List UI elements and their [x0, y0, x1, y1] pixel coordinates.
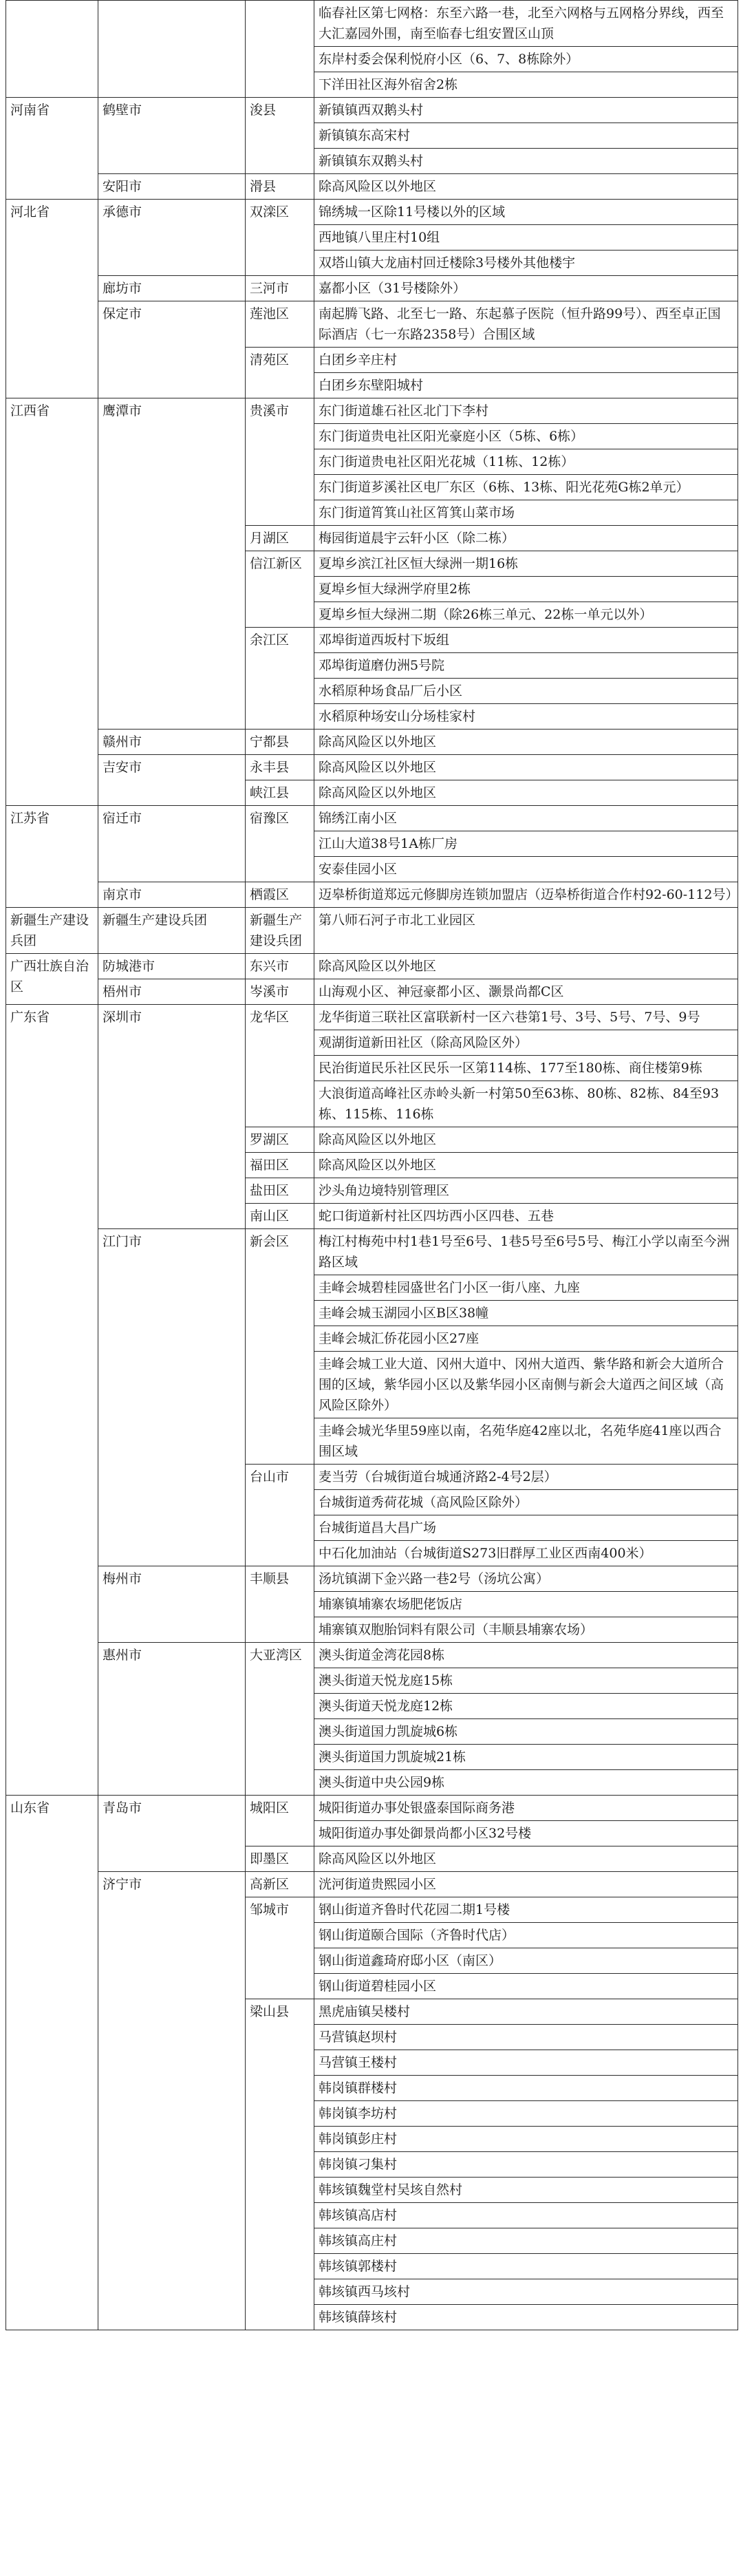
district-cell: 月湖区 [246, 526, 314, 551]
district-cell: 清苑区 [246, 348, 314, 398]
district-cell: 宁都县 [246, 730, 314, 755]
district-cell: 贵溪市 [246, 398, 314, 526]
district-cell: 罗湖区 [246, 1127, 314, 1153]
district-cell: 宿豫区 [246, 806, 314, 882]
area-cell: 东门街道芗溪社区电厂东区（6栋、13栋、阳光花苑G栋2单元） [314, 475, 738, 500]
area-cell: 第八师石河子市北工业园区 [314, 908, 738, 954]
table-row [6, 276, 738, 301]
city-cell: 防城港市 [98, 954, 246, 979]
city-cell: 梅州市 [98, 1566, 246, 1643]
district-cell: 永丰县 [246, 755, 314, 780]
area-cell: 安泰佳园小区 [314, 857, 738, 882]
table-row [6, 1872, 738, 1897]
area-cell: 东门街道贵电社区阳光豪庭小区（5栋、6栋） [314, 424, 738, 449]
city-cell: 廊坊市 [98, 276, 246, 301]
district-cell: 丰顺县 [246, 1566, 314, 1643]
area-cell: 马营镇赵坝村 [314, 2025, 738, 2050]
area-cell: 山海观小区、神冠豪都小区、灏景尚都C区 [314, 979, 738, 1005]
area-cell: 圭峰会城碧桂园盛世名门小区一街八座、九座 [314, 1275, 738, 1301]
district-cell: 滑县 [246, 174, 314, 200]
area-cell: 大浪街道高峰社区赤岭头新一村第50至63栋、80栋、82栋、84至93栋、115栋、116栋 [314, 1081, 738, 1127]
area-cell: 圭峰会城玉湖园小区B区38幢 [314, 1301, 738, 1326]
district-cell: 大亚湾区 [246, 1643, 314, 1796]
table-row [6, 806, 738, 831]
area-cell: 东门街道雄石社区北门下李村 [314, 398, 738, 424]
district-cell: 莲池区 [246, 301, 314, 348]
area-cell: 沙头角边境特别管理区 [314, 1178, 738, 1204]
area-cell: 城阳街道办事处银盛泰国际商务港 [314, 1796, 738, 1821]
area-cell: 水稻原种场食品厂后小区 [314, 679, 738, 704]
table-row [6, 200, 738, 225]
table-row [6, 1643, 738, 1668]
area-cell: 圭峰会城光华里59座以南，名苑华庭42座以北，名苑华庭41座以西合围区域 [314, 1418, 738, 1465]
province-cell: 广东省 [6, 1005, 98, 1796]
area-cell: 西地镇八里庄村10组 [314, 225, 738, 251]
area-cell: 白团乡东壁阳城村 [314, 373, 738, 398]
district-cell: 福田区 [246, 1153, 314, 1178]
area-cell: 韩垓镇高店村 [314, 2203, 738, 2228]
table-row [6, 301, 738, 348]
district-cell: 城阳区 [246, 1796, 314, 1846]
area-cell: 除高风险区以外地区 [314, 174, 738, 200]
table-row [6, 954, 738, 979]
city-cell [98, 1, 246, 98]
area-cell: 澳头街道金湾花园8栋 [314, 1643, 738, 1668]
district-cell: 岑溪市 [246, 979, 314, 1005]
city-cell: 保定市 [98, 301, 246, 398]
area-cell: 夏埠乡恒大绿洲学府里2栋 [314, 577, 738, 602]
area-cell: 韩岗镇李坊村 [314, 2101, 738, 2127]
table-row [6, 979, 738, 1005]
province-cell: 江西省 [6, 398, 98, 806]
area-cell: 钢山街道碧桂园小区 [314, 1974, 738, 1999]
area-cell: 除高风险区以外地区 [314, 780, 738, 806]
district-cell: 新会区 [246, 1229, 314, 1465]
area-cell: 水稻原种场安山分场桂家村 [314, 704, 738, 730]
area-cell: 邓埠街道磨仂洲5号院 [314, 653, 738, 679]
area-cell: 民治街道民乐社区民乐一区第114栋、177至180栋、商住楼第9栋 [314, 1056, 738, 1081]
district-cell: 南山区 [246, 1204, 314, 1229]
district-cell: 邹城市 [246, 1897, 314, 1999]
area-cell: 夏埠乡恒大绿洲二期（除26栋三单元、22栋一单元以外） [314, 602, 738, 628]
area-cell: 新镇镇东双鹅头村 [314, 149, 738, 174]
area-cell: 城阳街道办事处御景尚都小区32号楼 [314, 1821, 738, 1846]
province-cell [6, 1, 98, 98]
area-cell: 圭峰会城汇侨花园小区27座 [314, 1326, 738, 1352]
area-cell: 蛇口街道新村社区四坊西小区四巷、五巷 [314, 1204, 738, 1229]
area-cell: 马营镇王楼村 [314, 2050, 738, 2076]
area-cell: 韩岗镇群楼村 [314, 2076, 738, 2101]
area-cell: 白团乡辛庄村 [314, 348, 738, 373]
area-cell: 澳头街道国力凯旋城21栋 [314, 1745, 738, 1770]
area-cell: 埔寨镇双胞胎饲料有限公司（丰顺县埔寨农场） [314, 1617, 738, 1643]
area-cell: 邓埠街道西坂村下坂组 [314, 628, 738, 653]
area-cell: 观湖街道新田社区（除高风险区外） [314, 1030, 738, 1056]
area-cell: 韩垓镇薛垓村 [314, 2305, 738, 2330]
area-cell: 韩垓镇高庄村 [314, 2228, 738, 2254]
district-cell: 东兴市 [246, 954, 314, 979]
area-cell: 钢山街道颐合国际（齐鲁时代店） [314, 1923, 738, 1948]
city-cell: 吉安市 [98, 755, 246, 806]
area-cell: 新镇镇西双鹅头村 [314, 98, 738, 123]
district-cell: 浚县 [246, 98, 314, 174]
district-cell: 双滦区 [246, 200, 314, 276]
area-cell: 澳头街道国力凯旋城6栋 [314, 1719, 738, 1745]
area-cell: 下洋田社区海外宿舍2栋 [314, 72, 738, 98]
area-cell: 双塔山镇大龙庙村回迁楼除3号楼外其他楼宇 [314, 251, 738, 276]
area-cell: 台城街道秀荷花城（高风险区除外） [314, 1490, 738, 1515]
area-cell: 新镇镇东高宋村 [314, 123, 738, 149]
table-row [6, 174, 738, 200]
table-row [6, 1796, 738, 1821]
area-cell: 除高风险区以外地区 [314, 1127, 738, 1153]
area-cell: 南起腾飞路、北至七一路、东起慕子医院（恒升路99号）、西至卓正国际酒店（七一东路2358号）合围区域 [314, 301, 738, 348]
city-cell: 济宁市 [98, 1872, 246, 2330]
area-cell: 锦绣江南小区 [314, 806, 738, 831]
area-cell: 东门街道筲箕山社区筲箕山菜市场 [314, 500, 738, 526]
city-cell: 新疆生产建设兵团 [98, 908, 246, 954]
area-cell: 东门街道贵电社区阳光花城（11栋、12栋） [314, 449, 738, 475]
table-row [6, 398, 738, 424]
area-cell: 迈皋桥街道郑远元修脚房连锁加盟店（迈皋桥街道合作村92-60-112号） [314, 882, 738, 908]
area-cell: 韩岗镇刁集村 [314, 2152, 738, 2178]
area-cell: 钢山街道齐鲁时代花园二期1号楼 [314, 1897, 738, 1923]
district-cell: 三河市 [246, 276, 314, 301]
district-cell: 台山市 [246, 1465, 314, 1566]
table-row [6, 1229, 738, 1275]
city-cell: 安阳市 [98, 174, 246, 200]
area-cell: 澳头街道天悦龙庭15栋 [314, 1668, 738, 1694]
table-row [6, 882, 738, 908]
district-cell: 龙华区 [246, 1005, 314, 1127]
province-cell: 河北省 [6, 200, 98, 398]
area-cell: 夏埠乡滨江社区恒大绿洲一期16栋 [314, 551, 738, 577]
city-cell: 赣州市 [98, 730, 246, 755]
area-cell: 埔寨镇埔寨农场肥佬饭店 [314, 1592, 738, 1617]
area-cell: 汤坑镇湖下金兴路一巷2号（汤坑公寓） [314, 1566, 738, 1592]
district-cell: 高新区 [246, 1872, 314, 1897]
district-cell: 盐田区 [246, 1178, 314, 1204]
area-cell: 麦当劳（台城街道台城通济路2-4号2层） [314, 1465, 738, 1490]
province-cell: 广西壮族自治区 [6, 954, 98, 1005]
area-cell: 除高风险区以外地区 [314, 755, 738, 780]
area-cell: 台城街道昌大昌广场 [314, 1515, 738, 1541]
province-cell: 新疆生产建设兵团 [6, 908, 98, 954]
table-row [6, 730, 738, 755]
province-cell: 河南省 [6, 98, 98, 200]
district-cell: 余江区 [246, 628, 314, 730]
area-cell: 圭峰会城工业大道、冈州大道中、冈州大道西、紫华路和新会大道所合围的区域，紫华园小区以及紫华园小区南侧与新会大道西之间区域（高风险区除外） [314, 1352, 738, 1418]
area-cell: 韩垓镇郭楼村 [314, 2254, 738, 2279]
table-row [6, 1005, 738, 1030]
table-row [6, 1, 738, 47]
area-cell: 中石化加油站（台城街道S273旧群厚工业区西南400米） [314, 1541, 738, 1566]
city-cell: 南京市 [98, 882, 246, 908]
city-cell: 宿迁市 [98, 806, 246, 882]
risk-area-table-body [6, 1, 738, 2330]
area-cell: 澳头街道天悦龙庭12栋 [314, 1694, 738, 1719]
city-cell: 梧州市 [98, 979, 246, 1005]
area-cell: 除高风险区以外地区 [314, 730, 738, 755]
area-cell: 江山大道38号1A栋厂房 [314, 831, 738, 857]
area-cell: 梅江村梅苑中村1巷1号至6号、1巷5号至6号5号、梅江小学以南至今洲路区域 [314, 1229, 738, 1275]
city-cell: 江门市 [98, 1229, 246, 1566]
area-cell: 韩垓镇西马垓村 [314, 2279, 738, 2305]
area-cell: 除高风险区以外地区 [314, 1846, 738, 1872]
city-cell: 惠州市 [98, 1643, 246, 1796]
city-cell: 青岛市 [98, 1796, 246, 1872]
district-cell: 信江新区 [246, 551, 314, 628]
area-cell: 嘉都小区（31号楼除外） [314, 276, 738, 301]
area-cell: 梅园街道晨宇云轩小区（除二栋） [314, 526, 738, 551]
area-cell: 除高风险区以外地区 [314, 954, 738, 979]
district-cell: 峡江县 [246, 780, 314, 806]
district-cell: 栖霞区 [246, 882, 314, 908]
district-cell: 即墨区 [246, 1846, 314, 1872]
area-cell: 锦绣城一区除11号楼以外的区域 [314, 200, 738, 225]
area-cell: 洸河街道贵熙园小区 [314, 1872, 738, 1897]
city-cell: 鹤壁市 [98, 98, 246, 174]
area-cell: 韩垓镇魏堂村吴垓自然村 [314, 2178, 738, 2203]
area-cell: 黑虎庙镇吴楼村 [314, 1999, 738, 2025]
area-cell: 澳头街道中央公园9栋 [314, 1770, 738, 1796]
table-row [6, 908, 738, 954]
area-cell: 韩岗镇彭庄村 [314, 2127, 738, 2152]
risk-area-table [6, 0, 738, 2330]
table-row [6, 1566, 738, 1592]
area-cell: 临春社区第七网格：东至六路一巷，北至六网格与五网格分界线，西至大汇嘉园外围，南至临春七组安置区山顶 [314, 1, 738, 47]
city-cell: 鹰潭市 [98, 398, 246, 730]
city-cell: 承德市 [98, 200, 246, 276]
province-cell: 山东省 [6, 1796, 98, 2330]
city-cell: 深圳市 [98, 1005, 246, 1229]
area-cell: 龙华街道三联社区富联新村一区六巷第1号、3号、5号、7号、9号 [314, 1005, 738, 1030]
area-cell: 除高风险区以外地区 [314, 1153, 738, 1178]
table-row [6, 98, 738, 123]
district-cell: 新疆生产建设兵团 [246, 908, 314, 954]
district-cell: 梁山县 [246, 1999, 314, 2330]
table-row [6, 755, 738, 780]
area-cell: 钢山街道鑫琦府邸小区（南区） [314, 1948, 738, 1974]
area-cell: 东岸村委会保利悦府小区（6、7、8栋除外） [314, 47, 738, 72]
district-cell [246, 1, 314, 98]
province-cell: 江苏省 [6, 806, 98, 908]
